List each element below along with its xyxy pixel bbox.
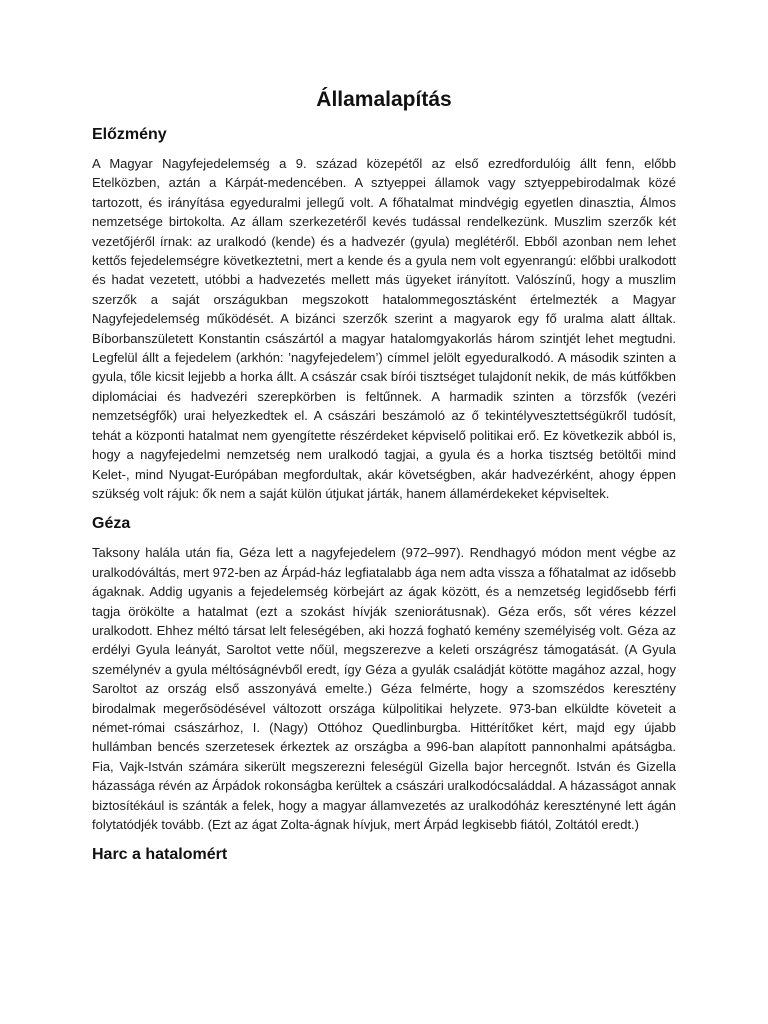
section-heading-geza: Géza	[92, 515, 131, 533]
document-title: Államalapítás	[316, 88, 452, 111]
section-heading-harc-a-hatalomert: Harc a hatalomért	[92, 846, 228, 864]
section-paragraph-geza: Taksony halála után fia, Géza lett a nagyfejedelem (972–997). Rendhagyó módon ment végbe az uralkodóváltás, mert 972-ben az Árpád-ház legfiatalabb ága nem adta vissza a főhatalmat az idősebb ágaknak. Addig ugyanis a fejedelemség körbejárt az ágak között, és a nemzetség legidősebb férfi tagja örökölte a hatalmat (ezt a szokást hívják szeniorátusnak). Géza erős, sőt véres kézzel uralkodott. Ehhez méltó társat lelt feleségében, aki hozzá fogható kemény személyiség volt. Géza az erdélyi Gyula leányát, Saroltot vette nőül, megszerezve a keleti országrész támogatását. (A Gyula személynév a gyula méltóságnévből eredt, így Géza a gyulák családját kötötte magához azzal, hogy Saroltot az ország első asszonyává emelte.) Géza felmérte, hogy a szomszédos keresztény birodalmak megerősödésével változott országa külpolitikai helyzete. 973-ban elküldte követeit a német-római császárhoz, I. (Nagy) Ottóhoz Quedlinburgba. Hittérítőket kért, majd egy újabb hullámban bencés szerzetesek érkeztek az országba a 996-ban alapított pannonhalmi apátságba. Fia, Vajk-István számára sikerült megszerezni feleségül Gizella bajor hercegnőt. István és Gizella házassága révén az Árpádok rokonságba kerültek a császári uralkodócsaláddal. A házasságot annak biztosítékául is szánták a felek, hogy a magyar államvezetés az uralkodóház keresztényné lett ágán folytatódjék tovább. (Ezt az ágat Zolta-ágnak hívjuk, mert Árpád legkisebb fiától, Zoltától eredt.)	[92, 545, 676, 832]
section-heading-elozmeny: Előzmény	[92, 126, 167, 143]
section-paragraph-elozmeny: A Magyar Nagyfejedelemség a 9. század közepétől az első ezredfordulóig állt fenn, előbb Etelközben, aztán a Kárpát-medencében. A sztyeppei államok vagy sztyeppebirodalmak közé tartozott, és irányítása egyeduralmi jellegű volt. A főhatalmat mindvégig egyetlen dinasztia, Álmos nemzetsége birtokolta. Az állam szerkezetéről kevés tudással rendelkezünk. Muszlim szerzők két vezetőjéről írnak: az uralkodó (kende) és a hadvezér (gyula) meglétéről. Ebből azonban nem lehet kettős fejedelemségre következtetni, mert a kende és a gyula nem volt egyenrangú: előbbi uralkodott és hadat vezetett, utóbbi a hadvezetés mellett más ügyeket irányított. Valószínű, hogy a muszlim szerzők a saját országukban megszokott hatalommegosztásként értelmezték a Magyar Nagyfejedelemség működését. A bizánci szerzők szerint a magyarok egy fő uralma alatt álltak. Bíborbanszületett Konstantin császártól a magyar hatalomgyakorlás három szintjét lehet megtudni. Legfelül állt a fejedelem (arkhón: ’nagyfejedelem’) címmel jelölt egyeduralkodó. A második szinten a gyula, tőle kicsit lejjebb a horka állt. A császár csak bírói tisztséget tulajdonít nekik, de más kútfőkben diplomáciai és hadvezéri szerepkörben is feltűnnek. A harmadik szinten a törzsfők (vezéri nemzetségfők) urai helyezkedtek el. A császári beszámoló az ő tekintélyvesztettségükről tudósít, tehát a központi hatalmat nem gyengítette részérdeket képviselő politikai erő. Ez következik abból is, hogy a nagyfejedelmi nemzetség nem uralkodó tagjai, a gyula és a horka tisztség betöltői mind Kelet-, mind Nyugat-Európában megfordultak, akár követségben, akár hadvezérként, ahogy éppen szükség volt rájuk: ők nem a saját külön útjukat járták, hanem államérdekeket képviseltek.	[92, 156, 676, 501]
document-body	[92, 84, 676, 874]
